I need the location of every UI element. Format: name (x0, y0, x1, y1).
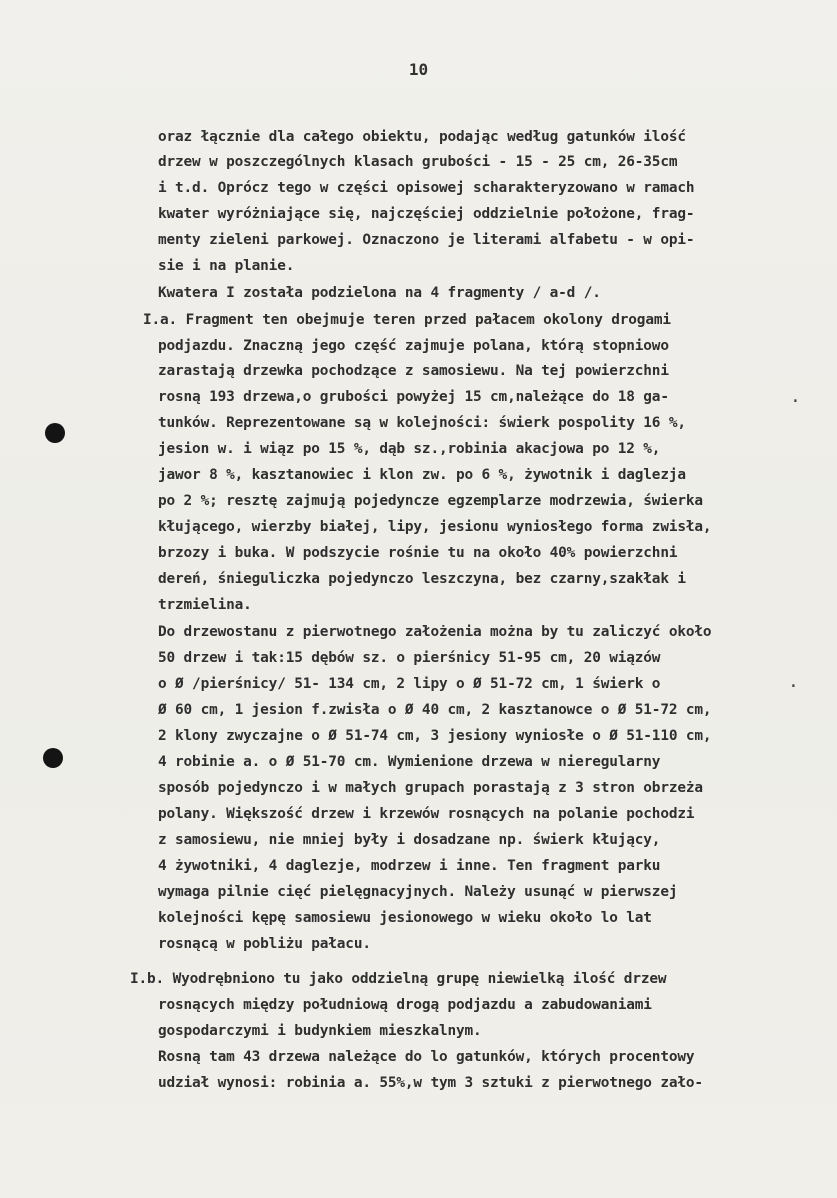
text-line: Rosną tam 43 drzewa należące do lo gatunków, których procentowy (158, 1049, 695, 1065)
text-line: 2 klony zwyczajne o Ø 51-74 cm, 3 jesiony wyniosłe o Ø 51-110 cm, (158, 728, 712, 744)
text-line: z samosiewu, nie mniej były i dosadzane np. świerk kłujący, (158, 832, 661, 848)
text-line: Do drzewostanu z pierwotnego założenia można by tu zaliczyć około (158, 624, 712, 640)
text-line: kolejności kępę samosiewu jesionowego w wieku około lo lat (158, 910, 652, 926)
punch-hole (43, 748, 63, 768)
text-line: Ø 60 cm, 1 jesion f.zwisła o Ø 40 cm, 2 kasztanowce o Ø 51-72 cm, (158, 702, 712, 718)
text-line: rosnącą w pobliżu pałacu. (158, 936, 371, 952)
punch-hole (45, 423, 65, 443)
text-line: gospodarczymi i budynkiem mieszkalnym. (158, 1023, 482, 1039)
text-line: dereń, śnieguliczka pojedynczo leszczyna, bez czarny,szakłak i (158, 571, 686, 587)
text-line: po 2 %; resztę zajmują pojedyncze egzemplarze modrzewia, świerka (158, 493, 703, 509)
text-line: 4 robinie a. o Ø 51-70 cm. Wymienione drzewa w nieregularny (158, 754, 661, 770)
text-line: podjazdu. Znaczną jego część zajmuje polana, którą stopniowo (158, 338, 669, 354)
text-line: zarastają drzewka pochodzące z samosiewu. Na tej powierzchni (158, 363, 669, 379)
margin-mark: . (790, 386, 801, 407)
text-line: rosną 193 drzewa,o grubości powyżej 15 cm,należące do 18 ga- (158, 389, 669, 405)
text-line: jawor 8 %, kasztanowiec i klon zw. po 6 %, żywotnik i daglezja (158, 467, 686, 483)
text-line: i t.d. Oprócz tego w części opisowej scharakteryzowano w ramach (158, 180, 695, 196)
text-line: kwater wyróżniające się, najczęściej oddzielnie położone, frag- (158, 206, 695, 222)
text-line: I.b. Wyodrębniono tu jako oddzielną grupę niewielką ilość drzew (130, 971, 667, 987)
text-line: 4 żywotniki, 4 daglezje, modrzew i inne. Ten fragment parku (158, 858, 661, 874)
text-line: Kwatera I została podzielona na 4 fragmenty / a-d /. (158, 285, 601, 301)
text-line: 50 drzew i tak:15 dębów sz. o pierśnicy 51-95 cm, 20 wiązów (158, 650, 661, 666)
text-line: brzozy i buka. W podszycie rośnie tu na około 40% powierzchni (158, 545, 678, 561)
text-line: polany. Większość drzew i krzewów rosnących na polanie pochodzi (158, 806, 695, 822)
text-line: udział wynosi: robinia a. 55%,w tym 3 sztuki z pierwotnego zało- (158, 1075, 703, 1091)
text-line: tunków. Reprezentowane są w kolejności: świerk pospolity 16 %, (158, 415, 686, 431)
text-line: I.a. Fragment ten obejmuje teren przed pałacem okolony drogami (143, 312, 671, 328)
text-line: trzmielina. (158, 597, 252, 613)
text-line: sie i na planie. (158, 258, 295, 274)
text-line: wymaga pilnie cięć pielęgnacyjnych. Należy usunąć w pierwszej (158, 884, 678, 900)
text-line: oraz łącznie dla całego obiektu, podając według gatunków ilość (158, 129, 686, 145)
page-number: 10 (408, 60, 429, 79)
text-line: sposób pojedynczo i w małych grupach porastają z 3 stron obrzeża (158, 780, 703, 796)
text-line: rosnących między południową drogą podjazdu a zabudowaniami (158, 997, 652, 1013)
text-line: menty zieleni parkowej. Oznaczono je literami alfabetu - w opi- (158, 232, 695, 248)
text-line: jesion w. i wiąz po 15 %, dąb sz.,robinia akacjowa po 12 %, (158, 441, 661, 457)
margin-mark: · (788, 676, 799, 697)
text-line: drzew w poszczególnych klasach grubości - 15 - 25 cm, 26-35cm (158, 154, 678, 170)
text-line: kłującego, wierzby białej, lipy, jesionu wyniosłego forma zwisła, (158, 519, 712, 535)
text-line: o Ø /pierśnicy/ 51- 134 cm, 2 lipy o Ø 51-72 cm, 1 świerk o (158, 676, 661, 692)
